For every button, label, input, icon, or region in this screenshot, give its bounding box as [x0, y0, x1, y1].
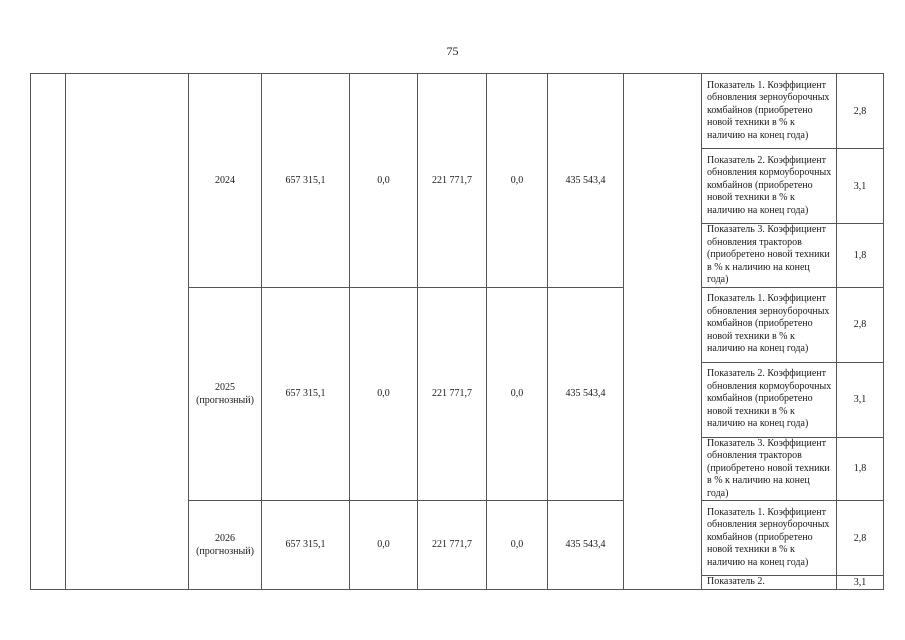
- other-cell: 435 543,4: [548, 501, 624, 590]
- indicator-text: Показатель 1. Коэффициент обновления зерноуборочных комбайнов (приобретено новой техники в % к наличию на конец года): [702, 287, 837, 362]
- executor-cell: [624, 74, 702, 590]
- program-table: [30, 73, 884, 590]
- year-note: (прогнозный): [196, 394, 254, 406]
- indicator-value: 3,1: [837, 576, 884, 590]
- year-label: 2024: [215, 174, 235, 186]
- indicator-text: Показатель 1. Коэффициент обновления зерноуборочных комбайнов (приобретено новой техники в % к наличию на конец года): [702, 74, 837, 149]
- total-cell: 657 315,1: [262, 74, 350, 288]
- total-cell: 657 315,1: [262, 287, 350, 501]
- measure-name-cell: [66, 74, 189, 590]
- row-number-cell: [31, 74, 66, 590]
- indicator-text: Показатель 3. Коэффициент обновления тракторов (приобретено новой техники в % к наличию на конец года): [702, 224, 837, 288]
- indicator-text: Показатель 3. Коэффициент обновления тракторов (приобретено новой техники в % к наличию на конец года): [702, 437, 837, 501]
- year-note: (прогнозный): [196, 545, 254, 557]
- indicator-text: Показатель 2. Коэффициент обновления кормоуборочных комбайнов (приобретено новой техники в % к наличию на конец года): [702, 149, 837, 224]
- year-cell: [189, 287, 262, 501]
- indicator-text: Показатель 2.: [702, 576, 837, 590]
- indicator-value: 2,8: [837, 501, 884, 576]
- indicator-value: 1,8: [837, 224, 884, 288]
- indicator-value: 2,8: [837, 74, 884, 149]
- page-number: 75: [446, 44, 459, 58]
- other-cell: 435 543,4: [548, 74, 624, 288]
- indicator-value: 3,1: [837, 149, 884, 224]
- regional-cell: 221 771,7: [418, 501, 487, 590]
- year-cell: [189, 74, 262, 288]
- federal-cell: 0,0: [350, 501, 418, 590]
- table-row: [31, 74, 884, 149]
- total-cell: 657 315,1: [262, 501, 350, 590]
- year-label: 2026: [215, 532, 235, 544]
- indicator-text: Показатель 2. Коэффициент обновления кормоуборочных комбайнов (приобретено новой техники в % к наличию на конец года): [702, 362, 837, 437]
- year-cell: [189, 501, 262, 590]
- indicator-text: Показатель 1. Коэффициент обновления зерноуборочных комбайнов (приобретено новой техники в % к наличию на конец года): [702, 501, 837, 576]
- indicator-value: 2,8: [837, 287, 884, 362]
- regional-cell: 221 771,7: [418, 287, 487, 501]
- indicator-value: 1,8: [837, 437, 884, 501]
- local-cell: 0,0: [487, 287, 548, 501]
- other-cell: 435 543,4: [548, 287, 624, 501]
- local-cell: 0,0: [487, 501, 548, 590]
- federal-cell: 0,0: [350, 74, 418, 288]
- local-cell: 0,0: [487, 74, 548, 288]
- federal-cell: 0,0: [350, 287, 418, 501]
- indicator-value: 3,1: [837, 362, 884, 437]
- regional-cell: 221 771,7: [418, 74, 487, 288]
- year-label: 2025: [215, 381, 235, 393]
